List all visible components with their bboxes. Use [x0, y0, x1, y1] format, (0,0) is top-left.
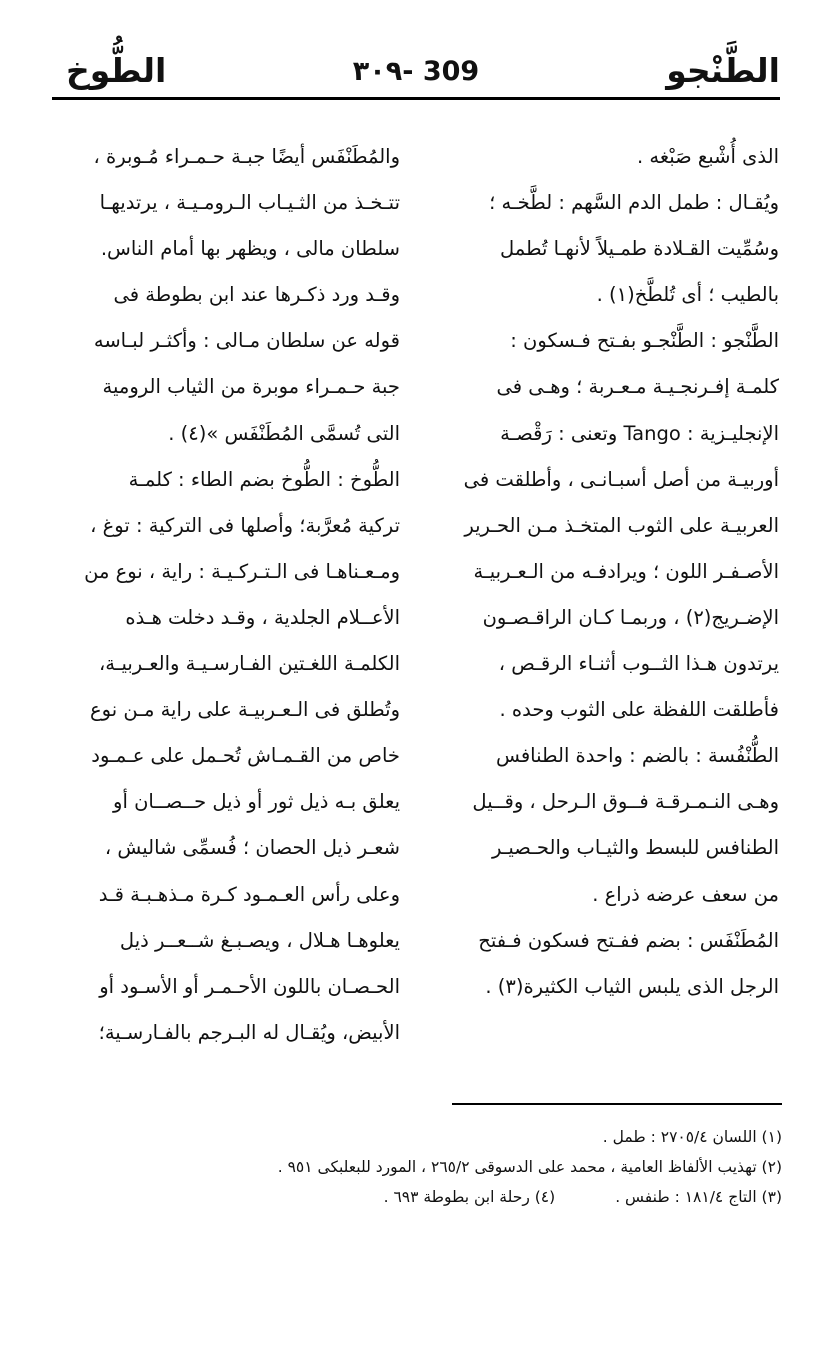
- left-column-line: الحـصـان باللون الأحـمـر أو الأسـود أو: [99, 974, 400, 998]
- left-column-line: التى تُسمَّى المُطَنْفَس »(٤) .: [168, 421, 400, 445]
- right-column-line: العربيـة على الثوب المتخـذ مـن الحـرير: [464, 513, 779, 537]
- right-column-line: ويُقـال : طمل الدم السَّهم : لطَّخـه ؛: [489, 191, 779, 215]
- right-column-line: أوربيـة من أصل أسبـانـى ، وأطلقت فى: [463, 467, 779, 491]
- left-column-line: يعلوهـا هـلال ، ويصـبـغ شــعــر ذيل: [119, 928, 400, 952]
- right-column-line: فأطلقت اللفظة على الثوب وحده .: [499, 698, 779, 722]
- right-column-line: وسُمِّيت القـلادة طمـيلاً لأنهـا تُطمل: [499, 237, 779, 261]
- left-column-line: جبة حـمـراء موبرة من الثياب الرومية: [102, 375, 400, 399]
- footnote-1: (١) اللسان ٢٧٠٥/٤ : طمل .: [602, 1128, 782, 1146]
- page-number: ٣٠٩- 309: [352, 56, 480, 87]
- footnote-3-4: [180, 1182, 782, 1212]
- right-column-line: كلمـة إفـرنجـيـة مـعـربة ؛ وهـى فى: [496, 375, 779, 399]
- headword-right: الطَّنْجو: [666, 51, 780, 90]
- footnote-rule: [452, 1103, 782, 1105]
- left-column-line: الكلمـة اللغـتين الفـارسـيـة والعـربيـة،: [99, 652, 400, 676]
- left-column-line: وقـد ورد ذكـرها عند ابن بطوطة فى: [113, 283, 400, 307]
- left-column-line: تركية مُعرَّبة؛ وأصلها فى التركية : توغ ،: [90, 513, 400, 537]
- right-column-line: من سعف عرضه ذراع .: [592, 882, 779, 906]
- running-header: [52, 46, 780, 96]
- left-column-line: وعلى رأس العـمـود كـرة مـذهـبـة قـد: [98, 882, 400, 906]
- right-column-line: الطَّنْجو : الطَّنْجـو بفـتح فـسكون :: [510, 329, 779, 353]
- left-column-line: الأبيض، ويُقـال له البـرجم بالفـارسـية؛: [98, 1020, 400, 1044]
- right-column-line: الأصـفـر اللون ؛ ويرادفـه من الـعـربيـة: [473, 559, 779, 583]
- right-column-line: الذى أُشْبع صَبْغه .: [637, 145, 779, 168]
- footnotes: [180, 1122, 782, 1212]
- right-column-line: يرتدون هـذا الثــوب أثنـاء الرقـص ،: [498, 652, 779, 676]
- footnote-4: (٤) رحلة ابن بطوطة ٦٩٣ .: [383, 1188, 556, 1206]
- right-column-line: الطُّنْفُسة : بالضم : واحدة الطنافس: [496, 744, 779, 768]
- right-column-line: الطنافس للبسط والثيـاب والحـصيـر: [491, 836, 779, 860]
- right-column-line: المُطَنْفَس : بضم ففـتح فسكون فـفتح: [478, 928, 779, 952]
- left-column-line: يعلق بـه ذيل ثور أو ذيل حــصــان أو: [113, 790, 400, 814]
- left-column-line: ومـعـناهـا فى الـتـركـيـة : راية ، نوع من: [84, 559, 400, 583]
- right-column-line: الإضـريج(٢) ، وربمـا كـان الراقـصـون: [482, 605, 779, 629]
- footnote-3: (٣) التاج ١٨١/٤ : طنفس .: [615, 1188, 782, 1206]
- left-column-line: خاص من القـمـاش تُحـمل على عـمـود: [91, 744, 400, 768]
- header-rule: [52, 97, 780, 100]
- right-column: [421, 134, 779, 1010]
- left-column-line: الطُّوخ : الطُّوخ بضم الطاء : كلمـة: [128, 467, 400, 491]
- left-column-line: تتـخـذ من الثـيـاب الـرومـيـة ، يرتديهـا: [99, 191, 400, 215]
- left-column-line: الأعــلام الجلدية ، وقـد دخلت هـذه: [125, 605, 400, 629]
- right-column-line: وهـى النـمـرقـة فــوق الـرحل ، وقــيل: [472, 790, 779, 814]
- left-column-line: شعـر ذيل الحصان ؛ فُسمِّى شاليش ،: [104, 836, 400, 860]
- headword-left: الطُّوخ: [66, 51, 167, 90]
- footnote-2: (٢) تهذيب الألفاظ العامية ، محمد على الدسوقى ٢٦٥/٢ ، المورد للبعلبكى ٩٥١ .: [277, 1158, 782, 1176]
- left-column-line: والمُطَنْفَس أيضًا جبـة حـمـراء مُـوبرة ،: [93, 145, 400, 168]
- right-column-line: بالطيب ؛ أى تُلطَّخ(١) .: [596, 283, 779, 307]
- left-column-line: قوله عن سلطان مـالى : وأكثـر لبـاسه: [93, 329, 400, 353]
- left-column-line: وتُطلق فى الـعـربيـة على راية مـن نوع: [90, 698, 400, 722]
- right-column-line: الرجل الذى يلبس الثياب الكثيرة(٣) .: [485, 974, 779, 998]
- right-column-line: الإنجليـزية : Tango وتعنى : رَقْصـة: [500, 421, 779, 445]
- left-column-line: سلطان مالى ، ويظهر بها أمام الناس.: [100, 237, 400, 261]
- left-column: [42, 134, 400, 1056]
